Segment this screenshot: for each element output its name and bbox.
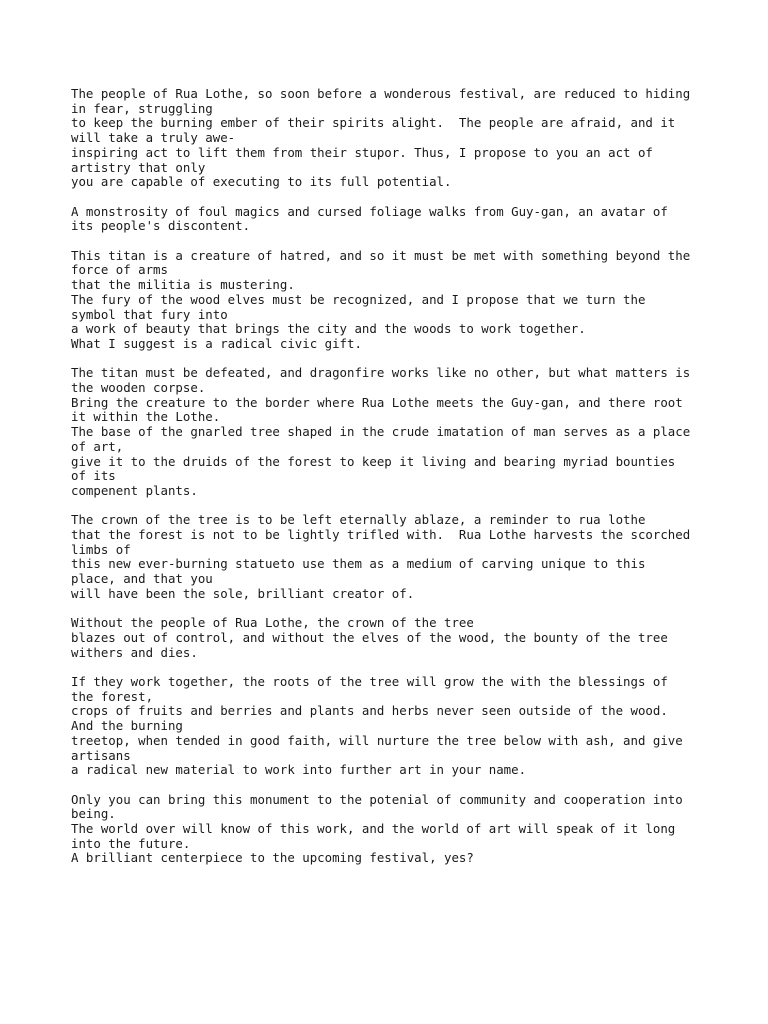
text-line: The crown of the tree is to be left eternally ablaze, a reminder to rua lothe	[71, 512, 646, 528]
text-line: The people of Rua Lothe, so soon before a wonderous festival, are reduced to hiding	[71, 86, 691, 101]
text-line: symbol that fury into	[71, 306, 228, 322]
text-line: its people's discontent.	[71, 218, 251, 234]
text-line: The fury of the wood elves must be recognized, and I propose that we turn the	[71, 291, 646, 307]
text-line: A monstrosity of foul magics and cursed foliage walks from Guy-gan, an avatar of	[71, 203, 668, 219]
text-line: to keep the burning ember of their spirits alight. The people are afraid, and it	[71, 115, 676, 131]
paragraph	[71, 249, 711, 352]
text-line: withers and dies.	[71, 644, 198, 660]
text-line: that the forest is not to be lightly trifled with. Rua Lothe harvests the scorched	[71, 527, 691, 543]
text-line: A brilliant centerpiece to the upcoming festival, yes?	[71, 850, 474, 866]
text-line: of its	[71, 468, 116, 484]
text-line: will take a truly awe-	[71, 130, 236, 146]
text-line: The titan must be defeated, and dragonfire works like no other, but what matters is	[71, 365, 691, 381]
text-line: give it to the druids of the forest to keep it living and bearing myriad bounties	[71, 453, 676, 469]
paragraph	[71, 616, 711, 660]
text-line: The base of the gnarled tree shaped in the crude imatation of man serves as a place	[71, 424, 691, 440]
text-line: will have been the sole, brilliant creator of.	[71, 585, 415, 601]
text-line: a radical new material to work into further art in your name.	[71, 762, 527, 778]
paragraph	[71, 205, 711, 234]
text-line: This titan is a creature of hatred, and so it must be met with something beyond the	[71, 247, 691, 263]
text-line: The world over will know of this work, and the world of art will speak of it long	[71, 821, 676, 837]
text-line: place, and that you	[71, 571, 213, 587]
text-line: blazes out of control, and without the elves of the wood, the bounty of the tree	[71, 629, 668, 645]
text-line: artisans	[71, 747, 131, 763]
text-line: inspiring act to lift them from their stupor. Thus, I propose to you an act of	[71, 144, 653, 160]
text-line: And the burning	[71, 718, 183, 734]
text-line: you are capable of executing to its full potential.	[71, 174, 452, 190]
document-page	[71, 87, 711, 881]
text-line: limbs of	[71, 541, 131, 557]
text-line: compenent plants.	[71, 482, 198, 498]
text-line: Only you can bring this monument to the potenial of community and cooperation into	[71, 791, 683, 807]
text-line: a work of beauty that brings the city and the woods to work together.	[71, 321, 586, 337]
text-line: being.	[71, 806, 116, 822]
paragraph	[71, 675, 711, 778]
text-line: that the militia is mustering.	[71, 277, 295, 293]
text-line: If they work together, the roots of the tree will grow the with the blessings of	[71, 674, 668, 690]
paragraph	[71, 366, 711, 498]
paragraph	[71, 87, 711, 190]
text-line: in fear, struggling	[71, 100, 213, 116]
text-line: Without the people of Rua Lothe, the crown of the tree	[71, 615, 474, 631]
text-line: it within the Lothe.	[71, 409, 221, 425]
text-line: of art,	[71, 438, 124, 454]
paragraph	[71, 793, 711, 867]
text-line: artistry that only	[71, 159, 206, 175]
text-line: crops of fruits and berries and plants and herbs never seen outside of the wood.	[71, 703, 668, 719]
text-line: force of arms	[71, 262, 168, 278]
text-line: the forest,	[71, 688, 154, 704]
text-line: the wooden corpse.	[71, 380, 206, 396]
text-line: into the future.	[71, 835, 191, 851]
paragraph	[71, 513, 711, 601]
text-line: treetop, when tended in good faith, will nurture the tree below with ash, and give	[71, 732, 683, 748]
text-line: Bring the creature to the border where Rua Lothe meets the Guy-gan, and there root	[71, 394, 683, 410]
text-line: this new ever-burning statueto use them as a medium of carving unique to this	[71, 556, 646, 572]
text-line: What I suggest is a radical civic gift.	[71, 335, 362, 351]
